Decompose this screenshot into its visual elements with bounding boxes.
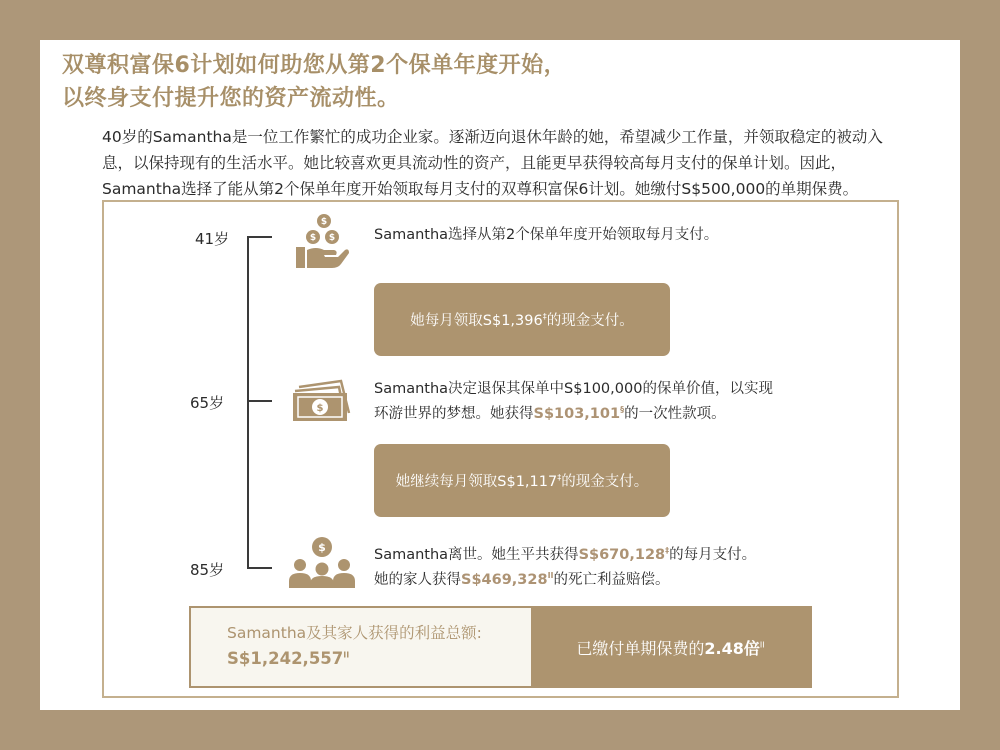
age-label-85: 85岁 — [190, 561, 225, 579]
age-label-41: 41岁 — [195, 230, 230, 248]
event-41-text: Samantha选择从第2个保单年度开始领取每月支付。 — [374, 227, 719, 243]
family-dollar-icon — [289, 536, 355, 588]
monthly-total-amount: S$670,128 — [578, 547, 666, 563]
timeline-tick-85 — [247, 567, 272, 569]
title-line-2: 以终身支付提升您的资产流动性。 — [62, 86, 400, 111]
svg-text:$: $ — [328, 233, 336, 243]
age-label-65: 65岁 — [190, 394, 225, 412]
svg-text:$: $ — [309, 233, 317, 243]
svg-text:$: $ — [316, 403, 324, 414]
payout-box-65 — [374, 444, 670, 517]
intro-paragraph: 40岁的Samantha是一位工作繁忙的成功企业家。逐渐迈向退休年龄的她，希望减少工作量，并领取稳定的被动入息，以保持现有的生活水平。她比较喜欢更具流动性的资产，且能更早获得较高每月支付的保单计划。因此，Samantha选择了能从第2个保单年度开始领取每月支付的双尊积富保6计划。她缴付S$500,000的单期保费。 — [102, 128, 883, 198]
event-65-text: Samantha决定退保其保单中S$100,000的保单价值，以实现环游世界的梦想。她获得S$103,101§的一次性款项。 — [374, 381, 773, 422]
death-benefit-amount: S$469,328 — [461, 572, 548, 588]
totals-left — [191, 608, 531, 686]
payout-41-text: 她每月领取S$1,396‡的现金支付。 — [410, 312, 634, 329]
payout-65-text: 她继续每月领取S$1,117‡的现金支付。 — [395, 473, 649, 490]
title-line-1: 双尊积富保6计划如何助您从第2个保单年度开始， — [62, 53, 567, 78]
timeline-tick-41 — [247, 236, 272, 238]
banknote-icon — [291, 377, 353, 423]
payout-box-41 — [374, 283, 670, 356]
timeline-tick-65 — [247, 400, 272, 402]
timeline-line — [247, 236, 249, 568]
svg-text:$: $ — [320, 217, 328, 227]
page-title — [62, 49, 942, 115]
totals-label: Samantha及其家人获得的利益总额: — [227, 624, 482, 642]
event-85-text — [374, 543, 756, 593]
event-85-line-1: Samantha离世。她生平共获得S$670,128‡的每月支付。 — [374, 546, 757, 563]
totals-amount: $S\$1,242,557^{II}$ — [227, 649, 350, 668]
svg-text:$: $ — [318, 541, 326, 554]
coins-hand-icon — [294, 212, 350, 270]
event-85-line-2: 她的家人获得$S\$469,328^{II}$的死亡利益赔偿。 — [374, 571, 670, 588]
lump-sum-amount: S$103,101 — [533, 406, 621, 422]
totals-ratio: 已缴付单期保费的2.48倍$^{II}$ — [531, 608, 810, 686]
totals-banner — [189, 606, 812, 688]
